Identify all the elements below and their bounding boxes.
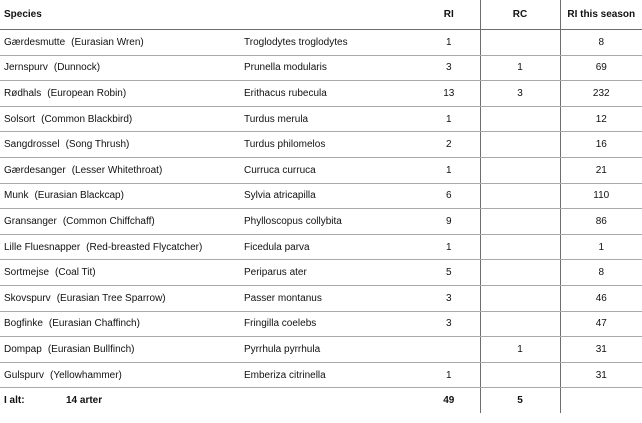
rc-value: [480, 285, 560, 311]
table-row: [0, 209, 642, 235]
species-cell: [0, 106, 236, 132]
ri-value: [418, 337, 480, 363]
species-english-name: (Dunnock): [53, 62, 101, 74]
table-row: [0, 285, 642, 311]
ri-value: 9: [418, 209, 480, 235]
species-english-name: (Song Thrush): [65, 139, 130, 151]
species-local-name: Sortmejse: [4, 267, 50, 279]
total-label-cell: [0, 388, 236, 414]
header-ri: RI: [418, 0, 480, 30]
table-row: [0, 234, 642, 260]
rc-value: 1: [480, 55, 560, 81]
ri-value: 1: [418, 30, 480, 56]
species-local-name: Dompap: [4, 343, 42, 355]
species-latin-name: Prunella modularis: [236, 55, 418, 81]
species-cell: [0, 260, 236, 286]
table-row: [0, 106, 642, 132]
species-local-name: Gærdesanger: [4, 164, 66, 176]
species-local-name: Gulspurv: [4, 369, 45, 381]
species-english-name: (Coal Tit): [55, 267, 96, 279]
ri-value: 3: [418, 311, 480, 337]
ri-season-value: 8: [560, 260, 642, 286]
species-local-name: Rødhals: [4, 87, 42, 99]
rc-value: [480, 157, 560, 183]
species-cell: [0, 30, 236, 56]
ri-value: 1: [418, 157, 480, 183]
species-cell: [0, 234, 236, 260]
ri-value: 2: [418, 132, 480, 158]
rc-value: [480, 132, 560, 158]
species-latin-name: Periparus ater: [236, 260, 418, 286]
ri-season-value: 31: [560, 337, 642, 363]
species-local-name: Munk: [4, 190, 29, 202]
species-cell: [0, 285, 236, 311]
header-ri-season: RI this season: [560, 0, 642, 30]
species-english-name: (Eurasian Bullfinch): [47, 343, 135, 355]
total-species-count: 14 arter: [66, 395, 103, 407]
ri-value: 5: [418, 260, 480, 286]
ri-value: 3: [418, 285, 480, 311]
ri-season-value: 69: [560, 55, 642, 81]
ri-value: 1: [418, 362, 480, 388]
rc-value: 3: [480, 81, 560, 107]
rc-value: [480, 362, 560, 388]
species-local-name: Gærdesmutte: [4, 36, 66, 48]
total-row: [0, 388, 642, 414]
total-ri: 49: [418, 388, 480, 414]
table-row: [0, 337, 642, 363]
table-row: [0, 30, 642, 56]
species-latin-name: Passer montanus: [236, 285, 418, 311]
header-species: Species: [0, 0, 418, 30]
species-latin-name: Phylloscopus collybita: [236, 209, 418, 235]
ri-season-value: 16: [560, 132, 642, 158]
total-latin-cell: [236, 388, 418, 414]
species-english-name: (Lesser Whitethroat): [71, 164, 163, 176]
species-english-name: (Yellowhammer): [50, 369, 122, 381]
ri-value: 3: [418, 55, 480, 81]
rc-value: [480, 209, 560, 235]
table-row: [0, 311, 642, 337]
species-local-name: Skovspurv: [4, 292, 51, 304]
species-local-name: Solsort: [4, 113, 36, 125]
ri-season-value: 46: [560, 285, 642, 311]
species-latin-name: Ficedula parva: [236, 234, 418, 260]
species-cell: [0, 183, 236, 209]
table-row: [0, 183, 642, 209]
species-cell: [0, 157, 236, 183]
species-latin-name: Sylvia atricapilla: [236, 183, 418, 209]
ri-season-value: 47: [560, 311, 642, 337]
species-latin-name: Erithacus rubecula: [236, 81, 418, 107]
species-latin-name: Turdus philomelos: [236, 132, 418, 158]
species-local-name: Gransanger: [4, 215, 57, 227]
rc-value: [480, 106, 560, 132]
species-cell: [0, 311, 236, 337]
species-cell: [0, 362, 236, 388]
ri-season-value: 1: [560, 234, 642, 260]
species-cell: [0, 209, 236, 235]
species-english-name: (European Robin): [47, 87, 127, 99]
species-cell: [0, 81, 236, 107]
rc-value: [480, 30, 560, 56]
species-cell: [0, 132, 236, 158]
table-row: [0, 157, 642, 183]
species-latin-name: Fringilla coelebs: [236, 311, 418, 337]
ri-value: 1: [418, 106, 480, 132]
species-english-name: (Eurasian Chaffinch): [48, 318, 140, 330]
header-row: [0, 0, 642, 30]
species-latin-name: Turdus merula: [236, 106, 418, 132]
rc-value: 1: [480, 337, 560, 363]
species-english-name: (Eurasian Blackcap): [34, 190, 124, 202]
species-latin-name: Curruca curruca: [236, 157, 418, 183]
species-latin-name: Troglodytes troglodytes: [236, 30, 418, 56]
species-latin-name: Emberiza citrinella: [236, 362, 418, 388]
species-latin-name: Pyrrhula pyrrhula: [236, 337, 418, 363]
table-body: [0, 30, 642, 388]
species-local-name: Lille Fluesnapper: [4, 241, 81, 253]
table-row: [0, 81, 642, 107]
species-english-name: (Eurasian Tree Sparrow): [56, 292, 166, 304]
species-english-name: (Eurasian Wren): [71, 36, 144, 48]
species-cell: [0, 55, 236, 81]
header-rc: RC: [480, 0, 560, 30]
species-english-name: (Red-breasted Flycatcher): [86, 241, 203, 253]
table-row: [0, 260, 642, 286]
ri-season-value: 86: [560, 209, 642, 235]
total-rc: 5: [480, 388, 560, 414]
total-label: I alt:: [4, 395, 25, 407]
ri-season-value: 110: [560, 183, 642, 209]
species-english-name: (Common Blackbird): [41, 113, 133, 125]
ri-value: 1: [418, 234, 480, 260]
table-row: [0, 132, 642, 158]
ri-season-value: 31: [560, 362, 642, 388]
species-local-name: Jernspurv: [4, 62, 48, 74]
total-season: [560, 388, 642, 414]
rc-value: [480, 183, 560, 209]
table-row: [0, 55, 642, 81]
rc-value: [480, 234, 560, 260]
table-row: [0, 362, 642, 388]
species-local-name: Bogfinke: [4, 318, 43, 330]
ri-season-value: 8: [560, 30, 642, 56]
ri-value: 13: [418, 81, 480, 107]
ri-value: 6: [418, 183, 480, 209]
ri-season-value: 232: [560, 81, 642, 107]
species-cell: [0, 337, 236, 363]
ri-season-value: 12: [560, 106, 642, 132]
species-local-name: Sangdrossel: [4, 139, 60, 151]
rc-value: [480, 260, 560, 286]
species-english-name: (Common Chiffchaff): [62, 215, 155, 227]
ri-season-value: 21: [560, 157, 642, 183]
rc-value: [480, 311, 560, 337]
